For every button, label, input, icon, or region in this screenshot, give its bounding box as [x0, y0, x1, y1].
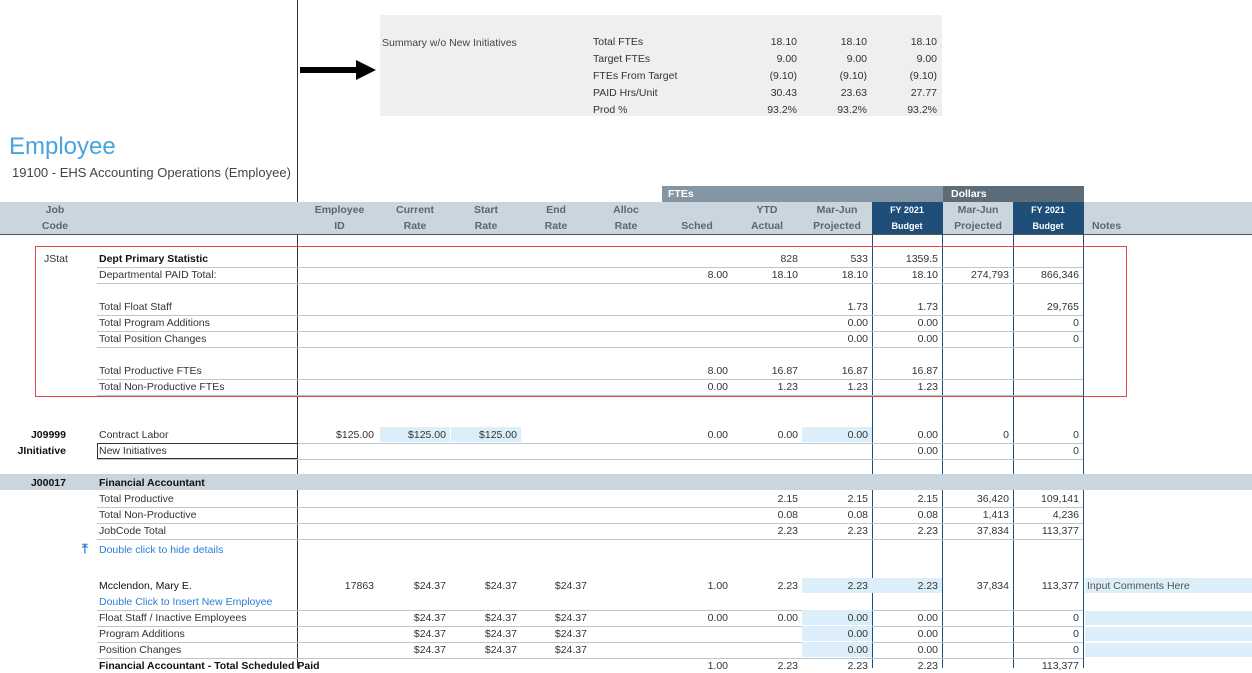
column-header-end_rate-sub: Rate: [544, 220, 568, 232]
column-header-end_rate: End: [546, 204, 566, 216]
column-header-fy-sub: Budget: [891, 221, 923, 231]
cell-value: $24.37: [413, 644, 446, 656]
cell-value: [943, 300, 1009, 314]
summary-value: 93.2%: [907, 104, 937, 116]
column-header-employee_id-sub: ID: [334, 220, 345, 232]
collapse-arrow-icon: ⤒: [82, 541, 88, 556]
cell-value: 2.23: [777, 580, 798, 592]
cell-value: 2.23: [777, 660, 798, 672]
arrow-right-icon: [300, 58, 380, 85]
cell-value: 0.00: [707, 612, 728, 624]
cell-value: [943, 380, 1009, 394]
cell-value: 828: [780, 253, 798, 265]
summary-value: 18.10: [770, 36, 797, 48]
notes-input[interactable]: [1085, 627, 1252, 641]
dept-row-label: Departmental PAID Total:: [99, 269, 217, 281]
cell-value: 0: [1073, 429, 1079, 441]
cell-value: 0.00: [847, 612, 868, 624]
column-header-d_marjun-sub: Projected: [954, 220, 1002, 232]
cell-value: 0: [1073, 317, 1079, 329]
summary-value: 23.63: [840, 87, 867, 99]
cell-value: 0.00: [847, 317, 868, 329]
cell-value: 0.00: [847, 644, 868, 656]
cell-value: [732, 316, 798, 330]
contract-empid: $125.00: [336, 429, 374, 441]
cell-value: 18.10: [911, 269, 938, 281]
cell-value: [732, 643, 798, 657]
cell-value: $24.37: [554, 580, 587, 592]
header-underline: [0, 234, 1252, 235]
group-ftes: [662, 186, 943, 202]
contract-label: Contract Labor: [99, 429, 169, 441]
cell-value: $24.37: [484, 628, 517, 640]
cell-value: 0.00: [917, 628, 938, 640]
summary-row-label: Prod %: [593, 104, 628, 116]
cell-value: [1013, 252, 1079, 266]
cell-value: 2.23: [917, 580, 938, 592]
cell-value: $24.37: [554, 628, 587, 640]
summary-value: 93.2%: [767, 104, 797, 116]
column-header-alloc_rate-sub: Rate: [614, 220, 638, 232]
cell-value: 0.00: [917, 445, 938, 457]
cell-value: 1.73: [917, 301, 938, 313]
employee-sub-label: Position Changes: [99, 644, 182, 656]
column-header-start_rate: Start: [474, 204, 498, 216]
summary-label: Summary w/o New Initiatives: [382, 37, 517, 49]
cell-value: 0: [1003, 429, 1009, 441]
hide-details-link[interactable]: Double click to hide details: [99, 544, 224, 556]
cell-value: $24.37: [554, 644, 587, 656]
dept-row-label: Total Program Additions: [99, 317, 210, 329]
cell-value: 1.00: [707, 580, 728, 592]
row-underline: [97, 539, 1083, 540]
cell-value: 1.23: [777, 381, 798, 393]
cell-value: 1.73: [847, 301, 868, 313]
cell-value: [662, 252, 728, 266]
cell-value: 2.23: [777, 525, 798, 537]
cell-value: 2.23: [847, 660, 868, 672]
dept-row-label: Total Float Staff: [99, 301, 172, 313]
cell-value: 0.00: [847, 429, 868, 441]
jobcode-title: Financial Accountant: [99, 477, 205, 489]
column-header-d_marjun: Mar-Jun: [957, 204, 999, 216]
cell-value: 0.00: [917, 429, 938, 441]
cell-value: 2.23: [847, 525, 868, 537]
cell-value: 113,377: [1041, 525, 1079, 537]
cell-value: [1013, 364, 1079, 378]
employee-sub-label: Float Staff / Inactive Employees: [99, 612, 247, 624]
column-header-job_code: Job: [45, 204, 65, 216]
cell-value: 0.08: [777, 509, 798, 521]
initiative-label[interactable]: New Initiatives: [97, 443, 298, 459]
cell-value: [732, 627, 798, 641]
column-header-ytd: YTD: [756, 204, 778, 216]
employee-sub-label: Program Additions: [99, 628, 185, 640]
cell-value: [943, 332, 1009, 346]
cell-value: 113,377: [1041, 580, 1079, 592]
cell-value: 37,834: [976, 525, 1009, 537]
summary-row-label: FTEs From Target: [593, 70, 678, 82]
summary-row-label: PAID Hrs/Unit: [593, 87, 658, 99]
cell-value: 0.08: [917, 509, 938, 521]
cell-value: 0.00: [777, 429, 798, 441]
initiative-code: JInitiative: [17, 445, 66, 457]
cell-value: 16.87: [911, 365, 938, 377]
insert-employee-link[interactable]: Double Click to Insert New Employee: [99, 596, 273, 608]
column-header-d_fy: FY 2021: [1031, 205, 1065, 215]
cell-value: 8.00: [707, 365, 728, 377]
cell-value: 0.00: [847, 333, 868, 345]
column-header-current_rate-sub: Rate: [403, 220, 427, 232]
summary-value: 93.2%: [837, 104, 867, 116]
cell-value: $24.37: [484, 644, 517, 656]
cell-value: 2.15: [917, 493, 938, 505]
cell-value: 0.00: [917, 644, 938, 656]
cell-value: 1.00: [707, 660, 728, 672]
summary-value: 18.10: [840, 36, 867, 48]
row-underline: [97, 395, 1083, 396]
cell-value: 37,834: [976, 580, 1009, 592]
summary-value: 9.00: [776, 53, 797, 65]
summary-value: (9.10): [839, 70, 867, 82]
cell-value: [943, 364, 1009, 378]
cell-value: 0.00: [917, 317, 938, 329]
cell-value: 866,346: [1041, 269, 1079, 281]
column-header-marjun-sub: Projected: [813, 220, 861, 232]
cell-value: 1359.5: [905, 253, 938, 265]
cell-value: 533: [850, 253, 868, 265]
jobcode-row-label: Total Non-Productive: [99, 509, 197, 521]
employee-id: 17863: [344, 580, 374, 592]
cell-value: 2.23: [917, 660, 938, 672]
cell-value: 1.23: [917, 381, 938, 393]
column-header-d_fy-sub: Budget: [1032, 221, 1064, 231]
summary-value: (9.10): [909, 70, 937, 82]
cell-value: 16.87: [771, 365, 798, 377]
cell-value: 2.15: [777, 493, 798, 505]
column-header-job_code-sub: Code: [41, 220, 69, 232]
dept-row-label: Total Non-Productive FTEs: [99, 381, 225, 393]
column-header-notes: Notes: [1092, 220, 1122, 232]
summary-row-label: Total FTEs: [593, 36, 644, 48]
cell-value: 18.10: [841, 269, 868, 281]
summary-value: 18.10: [910, 36, 937, 48]
cell-value: 16.87: [841, 365, 868, 377]
cell-value: [943, 316, 1009, 330]
contract-code: J09999: [30, 429, 66, 441]
cell-value: 29,765: [1046, 301, 1079, 313]
cell-value: 36,420: [976, 493, 1009, 505]
cell-value: [1013, 380, 1079, 394]
cell-value: $24.37: [484, 612, 517, 624]
cell-value: $24.37: [413, 580, 446, 592]
summary-value: 9.00: [916, 53, 937, 65]
dept-row-label: Total Position Changes: [99, 333, 207, 345]
cell-value: 274,793: [971, 269, 1009, 281]
notes-placeholder: Input Comments Here: [1087, 580, 1190, 592]
cell-value: 2.15: [847, 493, 868, 505]
cell-value: [662, 332, 728, 346]
summary-value: 27.77: [910, 87, 937, 99]
group-dollars-label: Dollars: [951, 188, 987, 200]
cell-value: [662, 300, 728, 314]
cell-value: 0: [1073, 445, 1079, 457]
page-subtitle: 19100 - EHS Accounting Operations (Employee): [12, 165, 291, 180]
cell-value: 0.00: [777, 612, 798, 624]
cell-value: 0.00: [917, 333, 938, 345]
cell-value: 0.00: [847, 628, 868, 640]
cell-value: 0.00: [917, 612, 938, 624]
contract-current-rate: $125.00: [408, 429, 446, 441]
page-title: Employee: [9, 133, 116, 160]
column-header-start_rate-sub: Rate: [474, 220, 498, 232]
cell-value: $24.37: [484, 580, 517, 592]
cell-value: 0.00: [707, 381, 728, 393]
row-underline: [97, 283, 1083, 284]
column-header-fy: FY 2021: [890, 205, 924, 215]
cell-value: 0: [1073, 612, 1079, 624]
employee-name: Mcclendon, Mary E.: [99, 580, 192, 592]
cell-value: [662, 643, 728, 657]
column-header-employee_id: Employee: [314, 204, 365, 216]
cell-value: 0.00: [707, 429, 728, 441]
dept-row-label: Dept Primary Statistic: [99, 253, 209, 265]
cell-value: 0: [1073, 644, 1079, 656]
cell-value: 18.10: [771, 269, 798, 281]
cell-value: 1,413: [982, 509, 1009, 521]
jobcode-code: J00017: [30, 477, 66, 489]
cell-value: [732, 300, 798, 314]
cell-value: 0: [1073, 333, 1079, 345]
column-header-ytd-sub: Actual: [750, 220, 784, 232]
summary-row-label: Target FTEs: [593, 53, 651, 65]
contract-start-rate: $125.00: [479, 429, 517, 441]
cell-value: 4,236: [1052, 509, 1079, 521]
cell-value: 8.00: [707, 269, 728, 281]
notes-input[interactable]: [1085, 611, 1252, 625]
column-header-alloc_rate: Alloc: [613, 204, 639, 216]
cell-value: 2.23: [847, 580, 868, 592]
cell-value: [662, 316, 728, 330]
summary-value: (9.10): [769, 70, 797, 82]
jobcode-row-label: JobCode Total: [99, 525, 166, 537]
cell-value: [732, 332, 798, 346]
cell-value: [943, 252, 1009, 266]
cell-value: 109,141: [1041, 493, 1079, 505]
cell-value: $24.37: [413, 628, 446, 640]
cell-value: 113,377: [1041, 660, 1079, 672]
cell-value: [662, 627, 728, 641]
notes-input[interactable]: [1085, 643, 1252, 657]
employee-total-label: Financial Accountant - Total Scheduled Paid: [99, 660, 320, 672]
cell-value: 2.23: [917, 525, 938, 537]
dept-row-label: Total Productive FTEs: [99, 365, 202, 377]
column-header-marjun: Mar-Jun: [816, 204, 858, 216]
jobcode-row-label: Total Productive: [99, 493, 174, 505]
column-header-current_rate: Current: [396, 204, 434, 216]
column-header-sched-sub: Sched: [681, 220, 713, 232]
cell-value: 1.23: [847, 381, 868, 393]
cell-value: 0.08: [847, 509, 868, 521]
summary-value: 9.00: [846, 53, 867, 65]
cell-value: $24.37: [413, 612, 446, 624]
cell-value: $24.37: [554, 612, 587, 624]
group-ftes-label: FTEs: [668, 188, 694, 200]
cell-value: 0: [1073, 628, 1079, 640]
summary-value: 30.43: [770, 87, 797, 99]
dept-code: JStat: [44, 253, 68, 265]
row-underline: [97, 347, 1083, 348]
row-underline: [97, 459, 1083, 460]
